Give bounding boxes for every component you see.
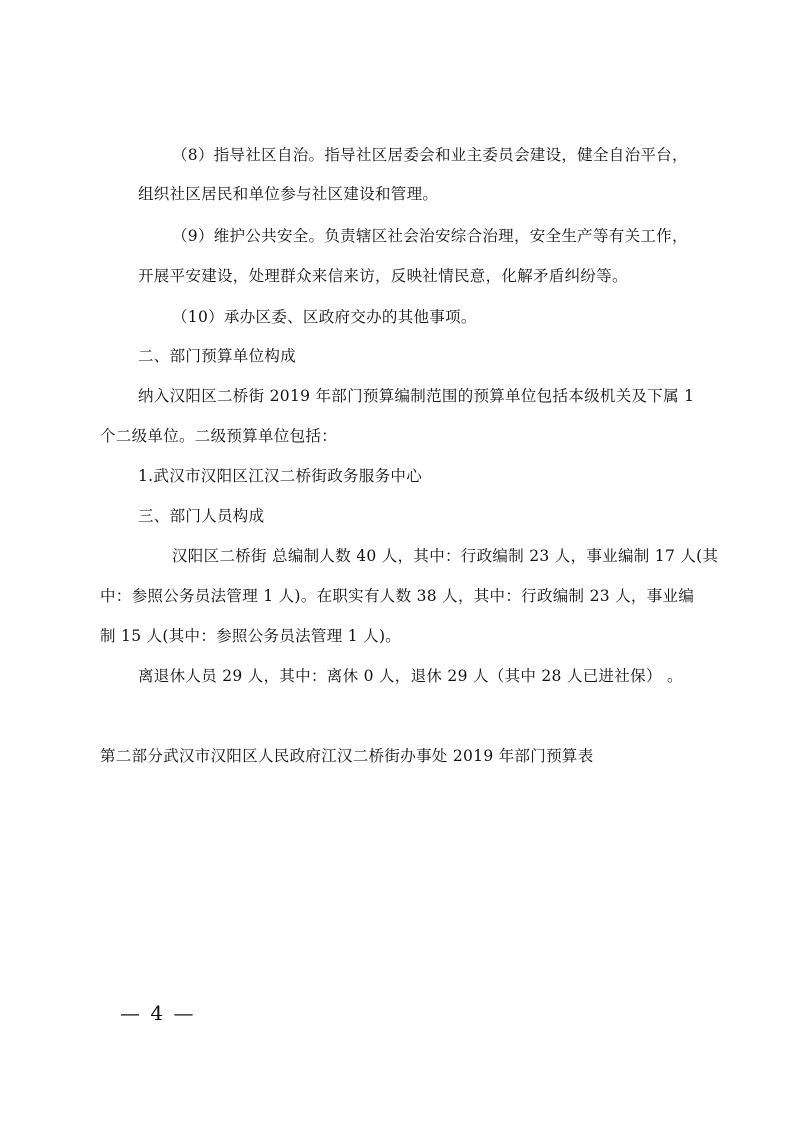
item9-line1: （9）维护公共安全。负责辖区社会治安综合治理，安全生产等有关工作， [172, 227, 688, 245]
section2-paragraph-line1: 纳入汉阳区二桥街 2019 年部门预算编制范围的预算单位包括本级机关及下属 1 [138, 387, 695, 405]
section3-paragraph-line3: 制 15 人(其中：参照公务员法管理 1 人)。 [100, 627, 402, 645]
section3-paragraph-line2: 中：参照公务员法管理 1 人)。在职实有人数 38 人，其中：行政编制 23 人，事业编 [100, 587, 695, 605]
page-number: — 4 — [120, 1001, 196, 1025]
section2-unit-item: 1.武汉市汉阳区江汉二桥街政务服务中心 [138, 467, 422, 485]
item10-text: （10）承办区委、区政府交办的其他事项。 [172, 308, 477, 326]
section3-paragraph-line1: 汉阳区二桥街 总编制人数 40 人，其中：行政编制 23 人，事业编制 17 人(其 [172, 547, 719, 565]
part2-title: 第二部分武汉市汉阳区人民政府江汉二桥街办事处 2019 年部门预算表 [100, 747, 594, 765]
section2-heading: 二、部门预算单位构成 [138, 347, 297, 365]
item9-line2: 开展平安建设，处理群众来信来访，反映社情民意，化解矛盾纠纷等。 [138, 267, 628, 285]
item8-line2: 组织社区居民和单位参与社区建设和管理。 [138, 185, 439, 203]
section2-paragraph-line2: 个二级单位。二级预算单位包括： [100, 427, 338, 445]
item8-line1: （8）指导社区自治。指导社区居委会和业主委员会建设，健全自治平台， [172, 146, 688, 164]
section3-heading: 三、部门人员构成 [138, 507, 265, 525]
section3-retired-line: 离退休人员 29 人，其中：离休 0 人，退休 29 人（其中 28 人已进社保） 。 [138, 667, 683, 685]
